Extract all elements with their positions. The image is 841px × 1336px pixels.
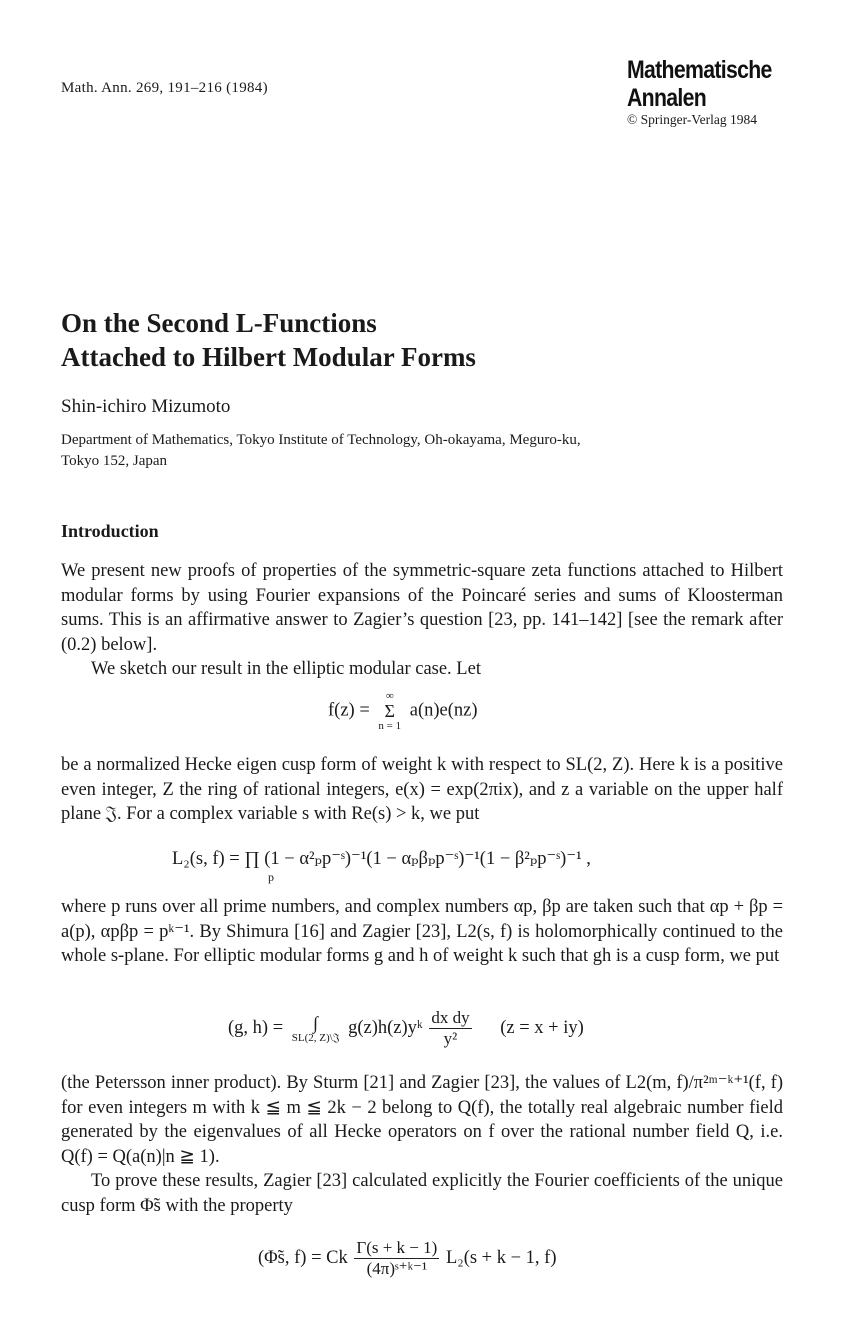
integral-domain: SL(2, Z)\𝔍 — [291, 1031, 340, 1044]
eq1-lhs: f(z) = — [328, 700, 370, 721]
paragraph-intro: We present new proofs of properties of the symmetric-square zeta functions attached to Hilbert modular forms by using Fourier expansions of the Poincaré series and sums of Kloosterman sums. This is an affirmative answer to Zagier’s question [23, pp. 141–142] [see the remark after (0.2) below]. — [61, 561, 783, 655]
citation: Math. Ann. 269, 191–216 (1984) — [61, 80, 268, 96]
author: Shin-ichiro Mizumoto — [61, 396, 231, 417]
equation-petersson — [228, 1008, 584, 1049]
eq4-rhs: L₂(s + k − 1, f) — [445, 1247, 557, 1268]
eq3-lhs: (g, h) = — [228, 1017, 284, 1038]
journal-name-line1: Mathematische — [627, 56, 772, 84]
eq4-numerator: Γ(s + k − 1) — [356, 1238, 438, 1257]
integral-symbol: ∫ SL(2, Z)\𝔍 — [291, 1012, 340, 1044]
eq3-fraction — [429, 1008, 471, 1049]
affiliation-line2: Tokyo 152, Japan — [61, 453, 168, 469]
eq4-lhs: (Φ̃s, f) = Ck — [258, 1247, 348, 1268]
paragraph-shimura: where p runs over all prime numbers, and complex numbers αp, βp are taken such that αp + βp = a(p), αpβp = pᵏ⁻¹. By Shimura [16] and Zagier [23], L2(s, f) is holomorphically continued to the whole s-plane. For elliptic modular forms g and h of weight k such that gh is a cusp form, we put — [61, 897, 783, 966]
eq4-denominator: (4π)ˢ⁺ᵏ⁻¹ — [366, 1259, 428, 1278]
affiliation — [61, 430, 781, 472]
journal-logo — [627, 56, 772, 112]
copyright: © Springer-Verlag 1984 — [627, 112, 757, 127]
equation-cusp-form — [258, 1238, 557, 1279]
journal-name-line2: Annalen — [627, 84, 707, 112]
sum-lower: n = 1 — [378, 720, 402, 732]
equation-fourier — [328, 690, 478, 732]
title-line1: On the Second L-Functions — [61, 308, 377, 338]
title-line2: Attached to Hilbert Modular Forms — [61, 342, 476, 372]
eq3-integrand: g(z)h(z)yᵏ — [348, 1017, 423, 1038]
section-heading: Introduction — [61, 521, 159, 541]
eq1-rhs: a(n)e(nz) — [409, 700, 478, 721]
eq2-body: L₂(s, f) = ∏ (1 − α²ₚp⁻ˢ)⁻¹(1 − αₚβₚp⁻ˢ)⁻¹(1 − β²ₚp⁻ˢ)⁻¹ , — [172, 849, 591, 869]
paragraph-sketch: We sketch our result in the elliptic modular case. Let — [91, 659, 481, 679]
eq2-product-index: p — [268, 870, 274, 884]
affiliation-line1: Department of Mathematics, Tokyo Institute of Technology, Oh-okayama, Meguro-ku, — [61, 432, 581, 448]
sum-upper: ∞ — [385, 690, 394, 702]
eq3-numerator: dx dy — [431, 1008, 470, 1027]
eq3-rhs: (z = x + iy) — [500, 1017, 584, 1038]
paragraph-zagier: To prove these results, Zagier [23] calculated explicitly the Fourier coefficients of the unique cusp form Φ̃s with the property — [61, 1171, 783, 1216]
paragraph-hecke: be a normalized Hecke eigen cusp form of weight k with respect to SL(2, Z). Here k is a positive even integer, Z the ring of rational integers, e(x) = exp(2πix), and z a variable on the upper half plane 𝔍. For a complex variable s with Re(s) > k, we put — [61, 755, 783, 824]
paper-title — [61, 306, 476, 374]
eq4-fraction — [354, 1238, 439, 1279]
eq3-denominator: y² — [443, 1029, 458, 1048]
equation-l2 — [172, 848, 591, 870]
paragraph-sturm: (the Petersson inner product). By Sturm [21] and Zagier [23], the values of L2(m, f)/π²ᵐ⁻ᵏ⁺¹(f, f) for even integers m with k ≦ m ≦ 2k − 2 belong to Q(f), the totally real algebraic number field generated by the eigenvalues of all Hecke operators on f over the rational number field Q, i.e. Q(f) = Q(a(n)|n ≧ 1). — [61, 1073, 783, 1167]
sum-symbol: ∞ Σ n = 1 — [378, 690, 402, 732]
